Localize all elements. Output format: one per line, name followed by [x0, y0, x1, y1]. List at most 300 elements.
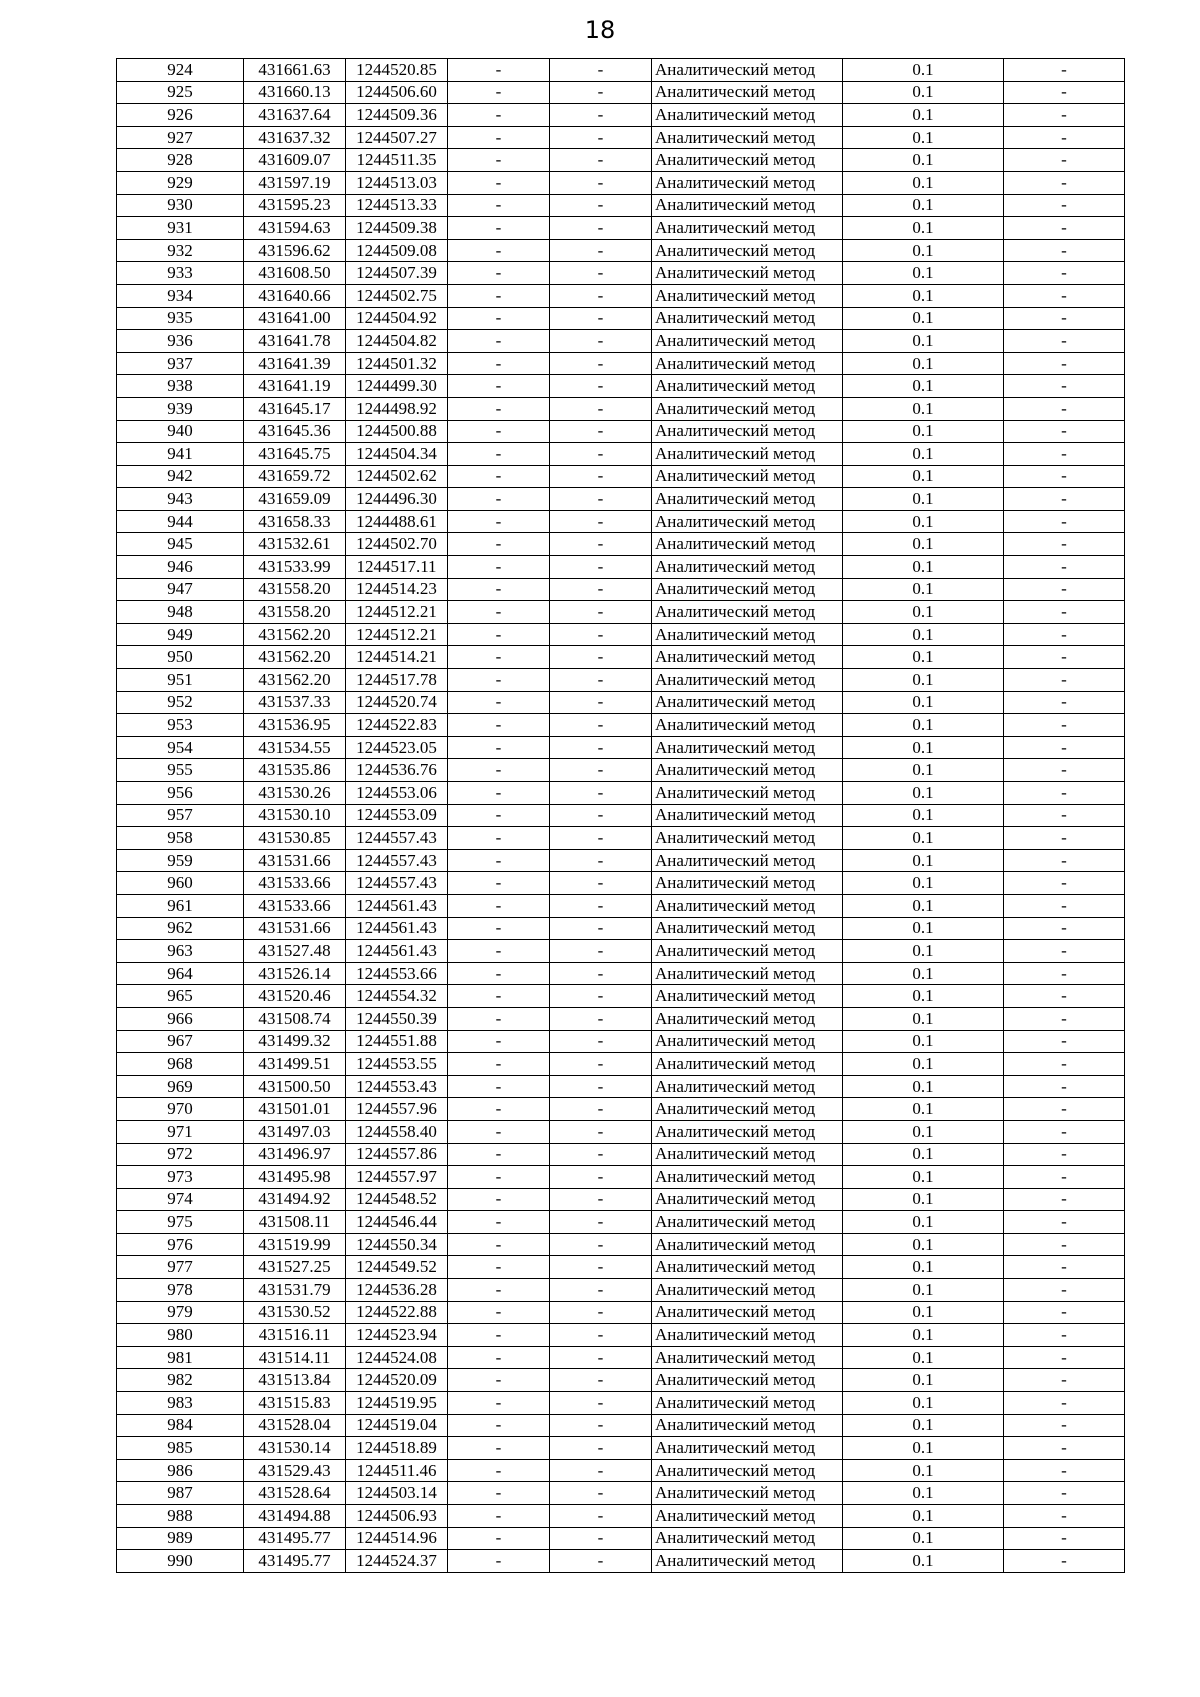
table-row: [117, 1233, 1125, 1256]
x-coordinate-cell: 431562.20: [244, 623, 346, 646]
dash-cell: -: [448, 465, 550, 488]
dash-cell: -: [1004, 104, 1125, 127]
dash-cell: -: [550, 1392, 652, 1415]
dash-cell: -: [448, 375, 550, 398]
table-row: [117, 782, 1125, 805]
dash-cell: -: [550, 827, 652, 850]
y-coordinate-cell: 1244507.39: [346, 262, 448, 285]
table-row: [117, 533, 1125, 556]
table-row: [117, 397, 1125, 420]
dash-cell: -: [448, 420, 550, 443]
x-coordinate-cell: 431558.20: [244, 578, 346, 601]
method-cell: Аналитический метод: [652, 1256, 843, 1279]
x-coordinate-cell: 431531.66: [244, 917, 346, 940]
dash-cell: -: [1004, 691, 1125, 714]
dash-cell: -: [550, 1075, 652, 1098]
accuracy-cell: 0.1: [843, 894, 1004, 917]
method-cell: Аналитический метод: [652, 1414, 843, 1437]
table-row: [117, 307, 1125, 330]
dash-cell: -: [1004, 1256, 1125, 1279]
dash-cell: -: [448, 1301, 550, 1324]
dash-cell: -: [1004, 465, 1125, 488]
dash-cell: -: [1004, 1279, 1125, 1302]
accuracy-cell: 0.1: [843, 1459, 1004, 1482]
x-coordinate-cell: 431494.88: [244, 1505, 346, 1528]
table-row: [117, 284, 1125, 307]
y-coordinate-cell: 1244557.96: [346, 1098, 448, 1121]
x-coordinate-cell: 431534.55: [244, 736, 346, 759]
point-number-cell: 934: [117, 284, 244, 307]
point-number-cell: 960: [117, 872, 244, 895]
x-coordinate-cell: 431533.66: [244, 872, 346, 895]
dash-cell: -: [1004, 1346, 1125, 1369]
x-coordinate-cell: 431594.63: [244, 217, 346, 240]
y-coordinate-cell: 1244506.93: [346, 1505, 448, 1528]
point-number-cell: 964: [117, 962, 244, 985]
y-coordinate-cell: 1244549.52: [346, 1256, 448, 1279]
accuracy-cell: 0.1: [843, 352, 1004, 375]
accuracy-cell: 0.1: [843, 194, 1004, 217]
y-coordinate-cell: 1244548.52: [346, 1188, 448, 1211]
point-number-cell: 983: [117, 1392, 244, 1415]
point-number-cell: 952: [117, 691, 244, 714]
point-number-cell: 955: [117, 759, 244, 782]
table-row: [117, 1166, 1125, 1189]
dash-cell: -: [550, 171, 652, 194]
dash-cell: -: [1004, 1437, 1125, 1460]
accuracy-cell: 0.1: [843, 1482, 1004, 1505]
table-row: [117, 1414, 1125, 1437]
point-number-cell: 924: [117, 59, 244, 82]
method-cell: Аналитический метод: [652, 736, 843, 759]
point-number-cell: 928: [117, 149, 244, 172]
method-cell: Аналитический метод: [652, 284, 843, 307]
dash-cell: -: [550, 1527, 652, 1550]
dash-cell: -: [1004, 217, 1125, 240]
table-row: [117, 1098, 1125, 1121]
dash-cell: -: [550, 217, 652, 240]
accuracy-cell: 0.1: [843, 420, 1004, 443]
dash-cell: -: [1004, 262, 1125, 285]
dash-cell: -: [1004, 849, 1125, 872]
method-cell: Аналитический метод: [652, 872, 843, 895]
point-number-cell: 944: [117, 510, 244, 533]
table-row: [117, 962, 1125, 985]
dash-cell: -: [448, 510, 550, 533]
dash-cell: -: [1004, 1211, 1125, 1234]
accuracy-cell: 0.1: [843, 1120, 1004, 1143]
accuracy-cell: 0.1: [843, 872, 1004, 895]
method-cell: Аналитический метод: [652, 1324, 843, 1347]
y-coordinate-cell: 1244546.44: [346, 1211, 448, 1234]
y-coordinate-cell: 1244520.09: [346, 1369, 448, 1392]
dash-cell: -: [1004, 1369, 1125, 1392]
y-coordinate-cell: 1244517.78: [346, 669, 448, 692]
dash-cell: -: [448, 1256, 550, 1279]
dash-cell: -: [1004, 1053, 1125, 1076]
y-coordinate-cell: 1244553.55: [346, 1053, 448, 1076]
dash-cell: -: [1004, 556, 1125, 579]
dash-cell: -: [448, 149, 550, 172]
dash-cell: -: [1004, 782, 1125, 805]
method-cell: Аналитический метод: [652, 1550, 843, 1573]
accuracy-cell: 0.1: [843, 217, 1004, 240]
dash-cell: -: [448, 1188, 550, 1211]
dash-cell: -: [448, 194, 550, 217]
x-coordinate-cell: 431562.20: [244, 646, 346, 669]
accuracy-cell: 0.1: [843, 1211, 1004, 1234]
x-coordinate-cell: 431609.07: [244, 149, 346, 172]
method-cell: Аналитический метод: [652, 1188, 843, 1211]
y-coordinate-cell: 1244502.62: [346, 465, 448, 488]
dash-cell: -: [448, 985, 550, 1008]
table-row: [117, 1324, 1125, 1347]
dash-cell: -: [448, 330, 550, 353]
method-cell: Аналитический метод: [652, 691, 843, 714]
table-row: [117, 827, 1125, 850]
accuracy-cell: 0.1: [843, 171, 1004, 194]
point-number-cell: 925: [117, 81, 244, 104]
dash-cell: -: [448, 1459, 550, 1482]
dash-cell: -: [550, 1505, 652, 1528]
y-coordinate-cell: 1244524.37: [346, 1550, 448, 1573]
table-row: [117, 330, 1125, 353]
table-row: [117, 714, 1125, 737]
dash-cell: -: [1004, 759, 1125, 782]
x-coordinate-cell: 431640.66: [244, 284, 346, 307]
point-number-cell: 935: [117, 307, 244, 330]
dash-cell: -: [448, 646, 550, 669]
dash-cell: -: [550, 262, 652, 285]
dash-cell: -: [448, 782, 550, 805]
method-cell: Аналитический метод: [652, 804, 843, 827]
dash-cell: -: [1004, 1301, 1125, 1324]
table-row: [117, 1143, 1125, 1166]
x-coordinate-cell: 431513.84: [244, 1369, 346, 1392]
point-number-cell: 975: [117, 1211, 244, 1234]
x-coordinate-cell: 431508.74: [244, 1007, 346, 1030]
x-coordinate-cell: 431641.19: [244, 375, 346, 398]
accuracy-cell: 0.1: [843, 1369, 1004, 1392]
dash-cell: -: [550, 1482, 652, 1505]
x-coordinate-cell: 431501.01: [244, 1098, 346, 1121]
method-cell: Аналитический метод: [652, 1030, 843, 1053]
dash-cell: -: [1004, 171, 1125, 194]
y-coordinate-cell: 1244509.08: [346, 239, 448, 262]
dash-cell: -: [550, 420, 652, 443]
dash-cell: -: [1004, 375, 1125, 398]
dash-cell: -: [1004, 533, 1125, 556]
table-row: [117, 872, 1125, 895]
dash-cell: -: [448, 1053, 550, 1076]
dash-cell: -: [550, 736, 652, 759]
dash-cell: -: [550, 962, 652, 985]
dash-cell: -: [448, 397, 550, 420]
accuracy-cell: 0.1: [843, 510, 1004, 533]
dash-cell: -: [448, 284, 550, 307]
dash-cell: -: [1004, 59, 1125, 82]
y-coordinate-cell: 1244504.82: [346, 330, 448, 353]
x-coordinate-cell: 431516.11: [244, 1324, 346, 1347]
method-cell: Аналитический метод: [652, 985, 843, 1008]
dash-cell: -: [448, 1233, 550, 1256]
x-coordinate-cell: 431659.09: [244, 488, 346, 511]
dash-cell: -: [1004, 985, 1125, 1008]
y-coordinate-cell: 1244517.11: [346, 556, 448, 579]
method-cell: Аналитический метод: [652, 149, 843, 172]
dash-cell: -: [550, 782, 652, 805]
dash-cell: -: [448, 1369, 550, 1392]
dash-cell: -: [1004, 1120, 1125, 1143]
dash-cell: -: [448, 940, 550, 963]
x-coordinate-cell: 431535.86: [244, 759, 346, 782]
dash-cell: -: [448, 1346, 550, 1369]
dash-cell: -: [550, 397, 652, 420]
accuracy-cell: 0.1: [843, 917, 1004, 940]
x-coordinate-cell: 431530.10: [244, 804, 346, 827]
dash-cell: -: [550, 1256, 652, 1279]
point-number-cell: 962: [117, 917, 244, 940]
method-cell: Аналитический метод: [652, 623, 843, 646]
dash-cell: -: [448, 1211, 550, 1234]
dash-cell: -: [550, 714, 652, 737]
table-row: [117, 601, 1125, 624]
x-coordinate-cell: 431499.32: [244, 1030, 346, 1053]
dash-cell: -: [1004, 872, 1125, 895]
dash-cell: -: [448, 578, 550, 601]
dash-cell: -: [448, 81, 550, 104]
table-row: [117, 691, 1125, 714]
dash-cell: -: [1004, 81, 1125, 104]
dash-cell: -: [550, 1098, 652, 1121]
dash-cell: -: [448, 443, 550, 466]
dash-cell: -: [550, 872, 652, 895]
x-coordinate-cell: 431641.39: [244, 352, 346, 375]
dash-cell: -: [550, 1437, 652, 1460]
point-number-cell: 949: [117, 623, 244, 646]
method-cell: Аналитический метод: [652, 601, 843, 624]
accuracy-cell: 0.1: [843, 307, 1004, 330]
dash-cell: -: [448, 601, 550, 624]
y-coordinate-cell: 1244499.30: [346, 375, 448, 398]
y-coordinate-cell: 1244511.46: [346, 1459, 448, 1482]
dash-cell: -: [550, 510, 652, 533]
dash-cell: -: [550, 443, 652, 466]
x-coordinate-cell: 431641.78: [244, 330, 346, 353]
table-row: [117, 1188, 1125, 1211]
dash-cell: -: [448, 1414, 550, 1437]
point-number-cell: 932: [117, 239, 244, 262]
table-row: [117, 646, 1125, 669]
y-coordinate-cell: 1244498.92: [346, 397, 448, 420]
dash-cell: -: [1004, 623, 1125, 646]
table-row: [117, 465, 1125, 488]
y-coordinate-cell: 1244519.95: [346, 1392, 448, 1415]
x-coordinate-cell: 431532.61: [244, 533, 346, 556]
point-number-cell: 942: [117, 465, 244, 488]
method-cell: Аналитический метод: [652, 940, 843, 963]
x-coordinate-cell: 431520.46: [244, 985, 346, 1008]
dash-cell: -: [1004, 601, 1125, 624]
x-coordinate-cell: 431641.00: [244, 307, 346, 330]
y-coordinate-cell: 1244550.34: [346, 1233, 448, 1256]
method-cell: Аналитический метод: [652, 1098, 843, 1121]
x-coordinate-cell: 431531.66: [244, 849, 346, 872]
accuracy-cell: 0.1: [843, 81, 1004, 104]
dash-cell: -: [550, 601, 652, 624]
accuracy-cell: 0.1: [843, 691, 1004, 714]
accuracy-cell: 0.1: [843, 262, 1004, 285]
dash-cell: -: [1004, 962, 1125, 985]
dash-cell: -: [550, 59, 652, 82]
accuracy-cell: 0.1: [843, 714, 1004, 737]
x-coordinate-cell: 431527.25: [244, 1256, 346, 1279]
x-coordinate-cell: 431500.50: [244, 1075, 346, 1098]
table-row: [117, 578, 1125, 601]
table-row: [117, 556, 1125, 579]
point-number-cell: 948: [117, 601, 244, 624]
dash-cell: -: [448, 962, 550, 985]
dash-cell: -: [448, 239, 550, 262]
accuracy-cell: 0.1: [843, 284, 1004, 307]
dash-cell: -: [550, 352, 652, 375]
dash-cell: -: [448, 849, 550, 872]
x-coordinate-cell: 431562.20: [244, 669, 346, 692]
method-cell: Аналитический метод: [652, 894, 843, 917]
method-cell: Аналитический метод: [652, 1459, 843, 1482]
table-row: [117, 420, 1125, 443]
dash-cell: -: [448, 827, 550, 850]
x-coordinate-cell: 431508.11: [244, 1211, 346, 1234]
accuracy-cell: 0.1: [843, 601, 1004, 624]
method-cell: Аналитический метод: [652, 556, 843, 579]
dash-cell: -: [448, 262, 550, 285]
x-coordinate-cell: 431597.19: [244, 171, 346, 194]
dash-cell: -: [448, 1098, 550, 1121]
table-row: [117, 1053, 1125, 1076]
y-coordinate-cell: 1244496.30: [346, 488, 448, 511]
y-coordinate-cell: 1244550.39: [346, 1007, 448, 1030]
x-coordinate-cell: 431645.36: [244, 420, 346, 443]
accuracy-cell: 0.1: [843, 1007, 1004, 1030]
method-cell: Аналитический метод: [652, 194, 843, 217]
dash-cell: -: [448, 1392, 550, 1415]
dash-cell: -: [1004, 1392, 1125, 1415]
x-coordinate-cell: 431494.92: [244, 1188, 346, 1211]
method-cell: Аналитический метод: [652, 1143, 843, 1166]
table-row: [117, 1482, 1125, 1505]
method-cell: Аналитический метод: [652, 81, 843, 104]
accuracy-cell: 0.1: [843, 375, 1004, 398]
x-coordinate-cell: 431515.83: [244, 1392, 346, 1415]
table-row: [117, 669, 1125, 692]
accuracy-cell: 0.1: [843, 623, 1004, 646]
x-coordinate-cell: 431496.97: [244, 1143, 346, 1166]
accuracy-cell: 0.1: [843, 1414, 1004, 1437]
dash-cell: -: [1004, 1233, 1125, 1256]
accuracy-cell: 0.1: [843, 1392, 1004, 1415]
dash-cell: -: [448, 872, 550, 895]
method-cell: Аналитический метод: [652, 1233, 843, 1256]
y-coordinate-cell: 1244523.05: [346, 736, 448, 759]
method-cell: Аналитический метод: [652, 1392, 843, 1415]
dash-cell: -: [550, 849, 652, 872]
method-cell: Аналитический метод: [652, 646, 843, 669]
point-number-cell: 951: [117, 669, 244, 692]
dash-cell: -: [1004, 894, 1125, 917]
dash-cell: -: [1004, 669, 1125, 692]
accuracy-cell: 0.1: [843, 1256, 1004, 1279]
accuracy-cell: 0.1: [843, 397, 1004, 420]
accuracy-cell: 0.1: [843, 104, 1004, 127]
dash-cell: -: [448, 126, 550, 149]
y-coordinate-cell: 1244522.83: [346, 714, 448, 737]
dash-cell: -: [448, 1550, 550, 1573]
dash-cell: -: [448, 1527, 550, 1550]
dash-cell: -: [550, 691, 652, 714]
x-coordinate-cell: 431558.20: [244, 601, 346, 624]
accuracy-cell: 0.1: [843, 759, 1004, 782]
dash-cell: -: [1004, 443, 1125, 466]
dash-cell: -: [550, 1007, 652, 1030]
dash-cell: -: [448, 1505, 550, 1528]
method-cell: Аналитический метод: [652, 1053, 843, 1076]
x-coordinate-cell: 431519.99: [244, 1233, 346, 1256]
accuracy-cell: 0.1: [843, 804, 1004, 827]
dash-cell: -: [1004, 126, 1125, 149]
dash-cell: -: [448, 1437, 550, 1460]
table-row: [117, 759, 1125, 782]
table-row: [117, 104, 1125, 127]
y-coordinate-cell: 1244513.33: [346, 194, 448, 217]
method-cell: Аналитический метод: [652, 239, 843, 262]
method-cell: Аналитический метод: [652, 669, 843, 692]
dash-cell: -: [550, 1188, 652, 1211]
accuracy-cell: 0.1: [843, 646, 1004, 669]
method-cell: Аналитический метод: [652, 330, 843, 353]
y-coordinate-cell: 1244503.14: [346, 1482, 448, 1505]
accuracy-cell: 0.1: [843, 736, 1004, 759]
point-number-cell: 981: [117, 1346, 244, 1369]
y-coordinate-cell: 1244520.74: [346, 691, 448, 714]
y-coordinate-cell: 1244561.43: [346, 894, 448, 917]
dash-cell: -: [1004, 307, 1125, 330]
dash-cell: -: [1004, 510, 1125, 533]
y-coordinate-cell: 1244514.96: [346, 1527, 448, 1550]
accuracy-cell: 0.1: [843, 1075, 1004, 1098]
accuracy-cell: 0.1: [843, 1437, 1004, 1460]
dash-cell: -: [1004, 397, 1125, 420]
x-coordinate-cell: 431536.95: [244, 714, 346, 737]
table-row: [117, 352, 1125, 375]
dash-cell: -: [550, 465, 652, 488]
dash-cell: -: [448, 1030, 550, 1053]
accuracy-cell: 0.1: [843, 443, 1004, 466]
method-cell: Аналитический метод: [652, 1007, 843, 1030]
method-cell: Аналитический метод: [652, 782, 843, 805]
point-number-cell: 974: [117, 1188, 244, 1211]
point-number-cell: 989: [117, 1527, 244, 1550]
dash-cell: -: [1004, 1527, 1125, 1550]
dash-cell: -: [448, 556, 550, 579]
accuracy-cell: 0.1: [843, 1030, 1004, 1053]
dash-cell: -: [448, 1120, 550, 1143]
point-number-cell: 986: [117, 1459, 244, 1482]
dash-cell: -: [550, 917, 652, 940]
accuracy-cell: 0.1: [843, 962, 1004, 985]
method-cell: Аналитический метод: [652, 1301, 843, 1324]
x-coordinate-cell: 431537.33: [244, 691, 346, 714]
